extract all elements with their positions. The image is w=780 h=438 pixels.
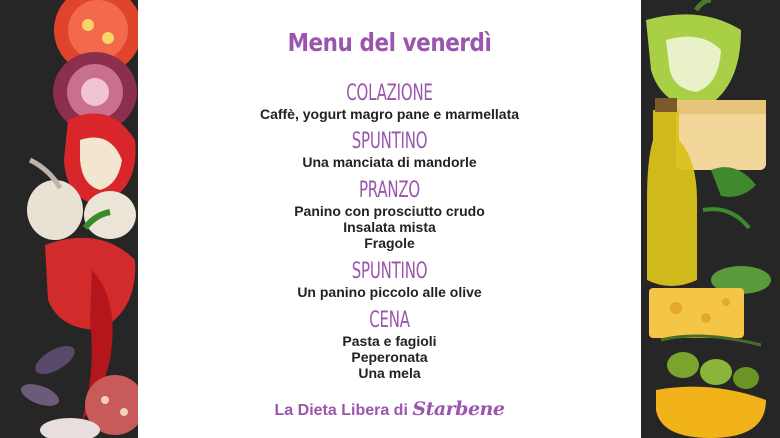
yellow-pepper-icon bbox=[656, 387, 766, 438]
meal-name: PRANZO bbox=[358, 178, 421, 203]
olive-icon bbox=[667, 352, 699, 378]
parsley-icon bbox=[711, 167, 756, 197]
right-vegetable-decoration bbox=[641, 0, 780, 438]
meal-name: CENA bbox=[369, 308, 410, 333]
meal-name: COLAZIONE bbox=[346, 81, 433, 106]
meal-section-morning-snack bbox=[138, 130, 641, 170]
garlic-icon bbox=[27, 180, 83, 240]
meal-section-breakfast bbox=[138, 82, 641, 122]
cheese-block-icon bbox=[649, 288, 744, 338]
meal-item: Insalata mista bbox=[343, 219, 436, 235]
meal-section-dinner bbox=[138, 309, 641, 381]
meal-name: SPUNTINO bbox=[351, 129, 428, 154]
red-bell-pepper-icon bbox=[45, 238, 135, 330]
footer-credit bbox=[138, 398, 641, 420]
meal-item: Pasta e fagioli bbox=[342, 333, 437, 349]
meal-item: Un panino piccolo alle olive bbox=[297, 284, 482, 300]
basil-leaf-icon bbox=[31, 340, 79, 379]
meal-item: Peperonata bbox=[351, 349, 428, 365]
meal-section-lunch bbox=[138, 179, 641, 251]
starbene-logo: Starbene bbox=[412, 398, 505, 420]
footer-prefix: La Dieta Libera di bbox=[274, 402, 408, 419]
menu-title: Menu del venerdì bbox=[287, 28, 492, 57]
meal-item: Fragole bbox=[364, 235, 415, 251]
menu-card bbox=[138, 0, 641, 438]
meal-item: Caffè, yogurt magro pane e marmellata bbox=[259, 106, 520, 122]
meal-item: Una manciata di mandorle bbox=[302, 154, 477, 170]
left-vegetable-decoration bbox=[0, 0, 138, 438]
meal-name: SPUNTINO bbox=[351, 259, 428, 284]
meal-section-afternoon-snack bbox=[138, 260, 641, 300]
meal-item: Una mela bbox=[358, 365, 421, 381]
meal-item: Panino con prosciutto crudo bbox=[294, 203, 485, 219]
